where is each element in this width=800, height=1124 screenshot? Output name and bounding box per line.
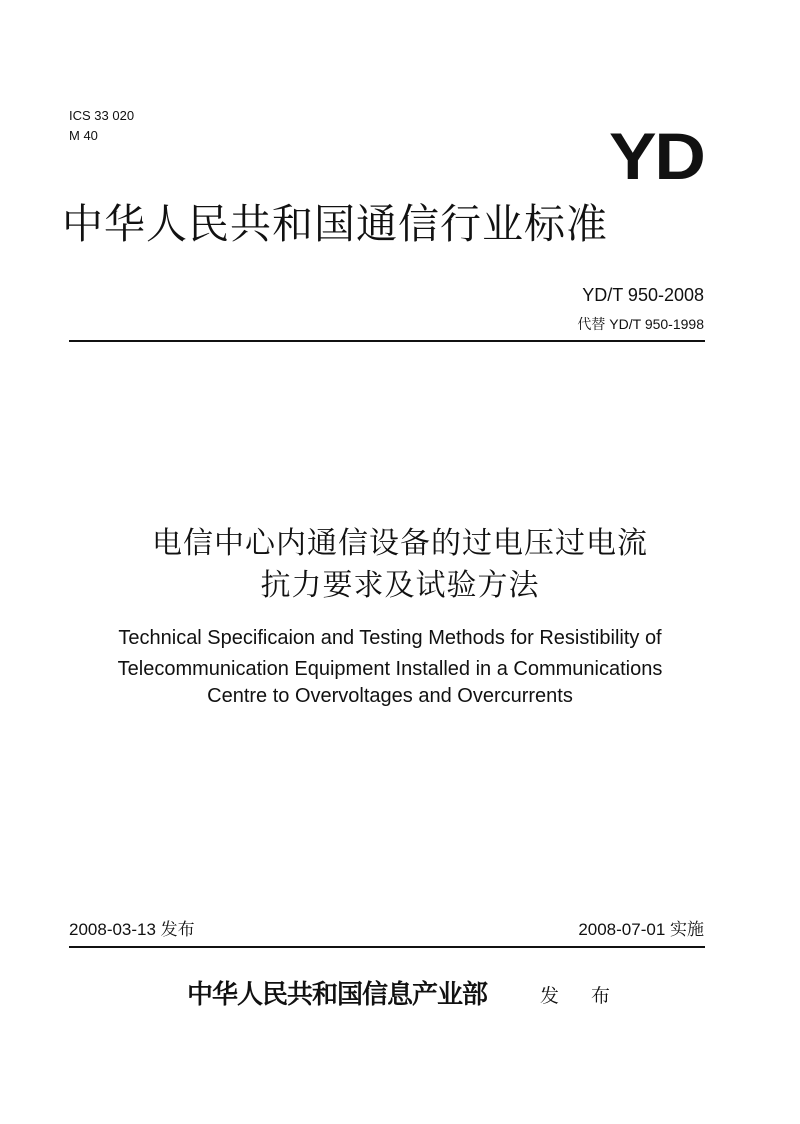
clc-code: M 40: [69, 128, 98, 143]
implementation-date: 2008-07-01 实施: [578, 920, 704, 939]
english-title-line-1: Technical Specificaion and Testing Methods for Resistibility of: [118, 627, 662, 649]
issuing-authority: 中华人民共和国信息产业部: [187, 980, 488, 1010]
ics-code: ICS 33 020: [69, 108, 135, 123]
footer-divider: [69, 946, 705, 948]
issuer-action: 发 布: [540, 985, 619, 1007]
issue-date: 2008-03-13 发布: [69, 920, 195, 939]
chinese-title-line-1: 电信中心内通信设备的过电压过电流: [152, 526, 648, 561]
english-title-line-2: Telecommunication Equipment Installed in a Communications: [117, 658, 663, 680]
standard-type-title: 中华人民共和国通信行业标准: [62, 200, 608, 248]
chinese-title-line-2: 抗力要求及试验方法: [260, 568, 540, 603]
yd-logo: YD: [609, 119, 704, 193]
standard-number: YD/T 950-2008: [582, 285, 704, 305]
english-title-line-3: Centre to Overvoltages and Overcurrents: [207, 685, 573, 707]
header-divider: [69, 340, 705, 342]
replaces-standard: 代替 YD/T 950-1998: [577, 316, 704, 332]
